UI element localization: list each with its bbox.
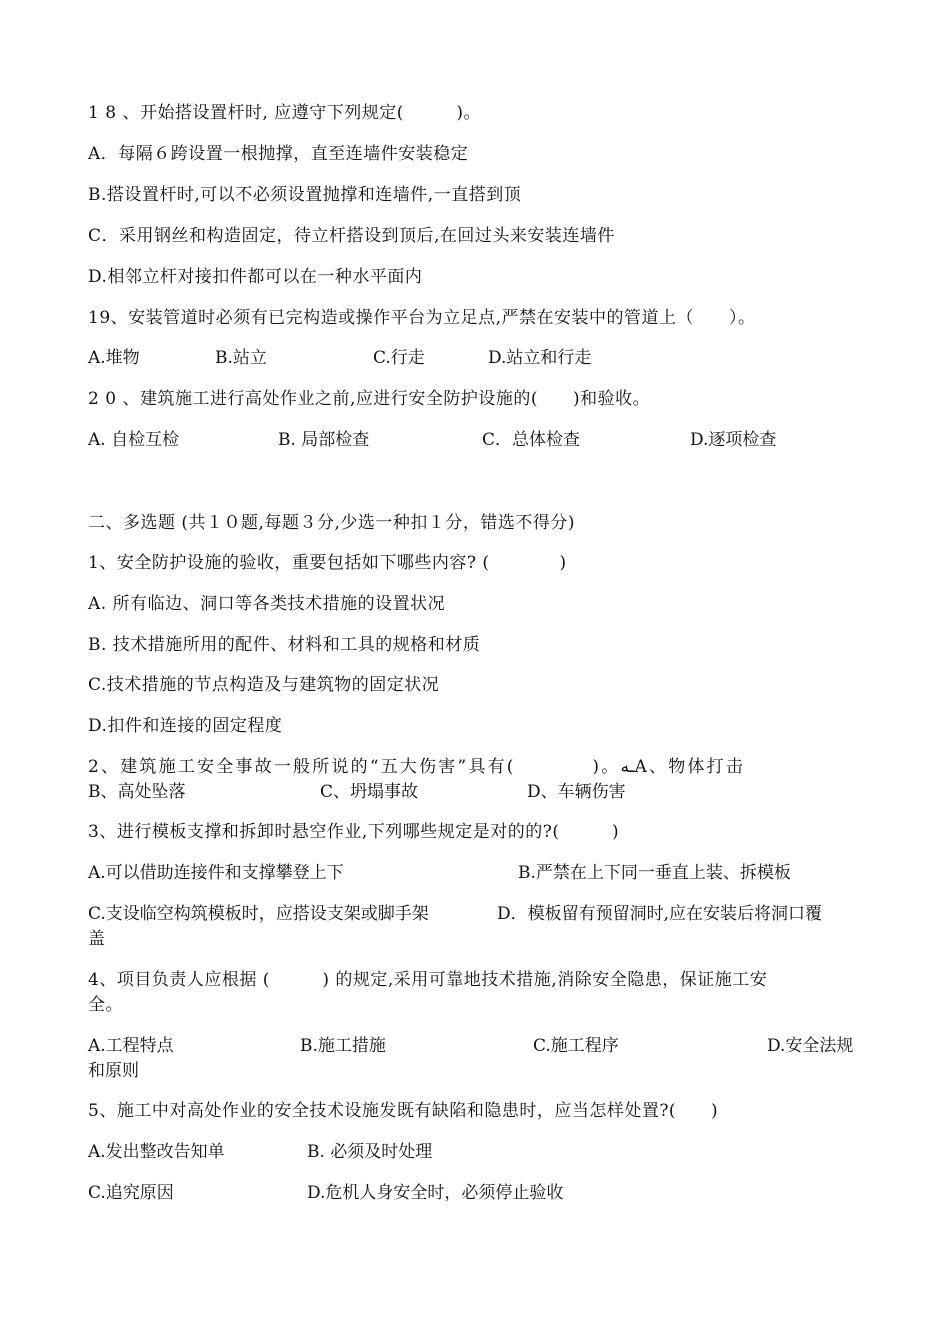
question-19-option-c: C.行走 [373,348,425,368]
multi-3-option-c: C.支设临空构筑模板时，应搭设支架或脚手架 [88,904,429,924]
question-18-option-b: B.搭设置杆时,可以不必须设置抛撑和连墙件,一直搭到顶 [88,185,522,205]
multi-4-option-d-continued: 和原则 [88,1061,139,1081]
question-18-option-c: C．采用钢丝和构造固定，待立杆搭设到顶后,在回过头来安装连墙件 [88,226,615,246]
multi-5-option-d: D.危机人身安全时，必须停止验收 [307,1183,564,1203]
multi-1-option-a: A. 所有临边、洞口等各类技术措施的设置状况 [88,594,446,614]
multi-2-stem: 2、建筑施工安全事故一般所说的“五大伤害”具有( )。ـهA、物体打击 [88,757,746,777]
question-20-option-a: A. 自检互检 [88,430,180,450]
multi-3-option-a: A.可以借助连接件和支撑攀登上下 [88,863,344,883]
question-20-stem: 2 0 、建筑施工进行高处作业之前,应进行安全防护设施的( )和验收。 [88,389,651,409]
multi-5-option-a: A.发出整改告知单 [88,1142,225,1162]
multi-3-option-d: D．模板留有预留洞时,应在安装后将洞口覆 [497,904,823,924]
question-19-option-d: D.站立和行走 [488,348,592,368]
multi-5-stem: 5、施工中对高处作业的安全技术设施发既有缺陷和隐患时，应当怎样处置?( ) [88,1101,719,1121]
question-20-option-c: C．总体检查 [482,430,581,450]
question-20-option-b: B. 局部检查 [278,430,370,450]
multi-1-stem: 1、安全防护设施的验收，重要包括如下哪些内容? ( ) [88,553,567,573]
multi-2-option-b: B、高处坠落 [88,782,186,802]
multi-1-option-b: B. 技术措施所用的配件、材料和工具的规格和材质 [88,635,481,655]
question-19-stem: 19、安装管道时必须有已完构造或操作平台为立足点,严禁在安装中的管道上（ ）。 [88,308,756,328]
multi-4-option-b: B.施工措施 [300,1036,386,1056]
multi-4-stem-continued: 全。 [88,995,123,1015]
multi-1-option-c: C.技术措施的节点构造及与建筑物的固定状况 [88,675,440,695]
multi-4-option-d: D.安全法规 [767,1036,854,1056]
question-18-stem: 1 8 、开始搭设置杆时, 应遵守下列规定( )。 [88,103,482,123]
question-20-option-d: D.逐项检查 [690,430,777,450]
multi-4-option-a: A.工程特点 [88,1036,174,1056]
multi-4-stem: 4、项目负责人应根据 ( ) 的规定,采用可靠地技术措施,消除安全隐患，保证施工安 [88,970,768,990]
multi-5-option-c: C.追究原因 [88,1183,174,1203]
multi-3-option-d-continued: 盖 [88,929,105,949]
section-2-heading: 二、多选题 (共１０题,每题３分,少选一种扣１分，错选不得分) [88,513,575,533]
multi-5-option-b: B. 必须及时处理 [307,1142,433,1162]
multi-4-option-c: C.施工程序 [533,1036,619,1056]
multi-2-option-d: D、车辆伤害 [527,782,626,802]
multi-3-stem: 3、进行模板支撑和拆卸时悬空作业,下列哪些规定是对的的?( ) [88,822,620,842]
question-19-option-b: B.站立 [215,348,267,368]
multi-3-option-b: B.严禁在上下同一垂直上装、拆模板 [518,863,791,883]
question-18-option-a: A．每隔６跨设置一根抛撑，直至连墙件安装稳定 [88,144,469,164]
question-18-option-d: D.相邻立杆对接扣件都可以在一种水平面内 [88,267,423,287]
multi-2-option-c: C、坍塌事故 [320,782,419,802]
question-19-option-a: A.堆物 [88,348,140,368]
multi-1-option-d: D.扣件和连接的固定程度 [88,716,283,736]
